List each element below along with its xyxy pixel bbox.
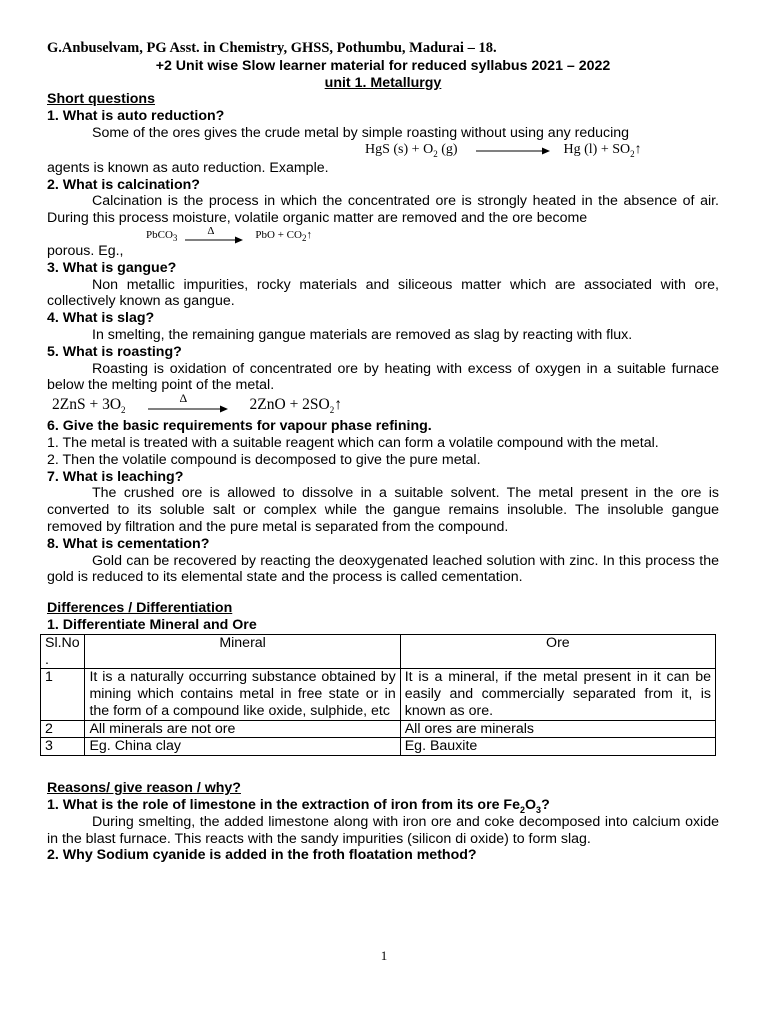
document-page bbox=[47, 40, 719, 864]
unit-title: unit 1. Metallurgy bbox=[324, 74, 442, 91]
question-3: 3. What is gangue? bbox=[47, 259, 177, 276]
reason-answer-1: During smelting, the added limestone along with iron ore and coke decomposed into calcium oxide in the blast furnace. This reacts with the sandy impurities (silicon di oxide) to form slag. bbox=[47, 813, 719, 847]
cell-ore: Eg. Bauxite bbox=[400, 738, 715, 756]
question-4: 4. What is slag? bbox=[47, 310, 155, 327]
equation-roasting bbox=[52, 391, 719, 416]
answer-6-point2: 2. Then the volatile compound is decomposed to give the pure metal. bbox=[47, 451, 481, 468]
cell-ore: All ores are minerals bbox=[400, 720, 715, 738]
table-row bbox=[41, 669, 716, 720]
table-header-row bbox=[41, 634, 716, 669]
reasons-heading: Reasons/ give reason / why? bbox=[47, 780, 241, 797]
col-header-ore: Ore bbox=[400, 634, 715, 669]
eq1-left: HgS $(s) + O_2$ (g) bbox=[365, 142, 458, 160]
differences-heading: Differences / Differentiation bbox=[47, 600, 233, 617]
answer-8: Gold can be recovered by reacting the deoxygenated leached solution with zinc. In this process the gold is reduced to its elemental state and the process is called cementation. bbox=[47, 552, 719, 586]
cell-mineral: It is a naturally occurring substance obtained by mining which contains metal in free state or in the form of a compound like oxide, sulphide, etc bbox=[85, 669, 400, 720]
answer-1-line1: Some of the ores gives the crude metal by simple roasting without using any reducing bbox=[92, 124, 630, 141]
table-row bbox=[41, 720, 716, 738]
delta-label: Δ bbox=[207, 224, 215, 237]
answer-4: In smelting, the remaining gangue materials are removed as slag by reacting with flux. bbox=[92, 326, 633, 343]
reason-question-1: 1. What is the role of limestone in the extraction of iron from its ore $Fe_2O_3$? bbox=[47, 797, 550, 815]
answer-7: The crushed ore is allowed to dissolve in a suitable solvent. The metal present in the ore is converted to its soluble salt or complex while the gangue remains insoluble. The insoluble gangue removed by filtration and the pure metal is separated from the compound. bbox=[47, 485, 719, 535]
mineral-ore-table bbox=[40, 634, 716, 757]
eq2-arrow bbox=[185, 224, 243, 243]
cell-mineral: All minerals are not ore bbox=[85, 720, 400, 738]
equation-calcination bbox=[146, 224, 719, 243]
eq2-left: PbCO$_3$ bbox=[146, 228, 178, 243]
reaction-arrow-icon bbox=[185, 236, 243, 244]
eq2-right: PbO + $CO_2↑$ bbox=[255, 228, 312, 243]
equation-auto-reduction bbox=[365, 142, 719, 160]
cell-slno: 3 bbox=[41, 738, 85, 756]
answer-1-line2: agents is known as auto reduction. Example. bbox=[47, 159, 329, 176]
question-1: 1. What is auto reduction? bbox=[47, 108, 225, 125]
reaction-arrow-icon bbox=[148, 405, 228, 413]
cell-slno: 1 bbox=[41, 669, 85, 720]
table-row bbox=[41, 738, 716, 756]
eq3-arrow bbox=[148, 391, 228, 415]
answer-6-point1: 1. The metal is treated with a suitable reagent which can form a volatile compound with the metal. bbox=[47, 434, 659, 451]
page-number: 1 bbox=[380, 948, 388, 963]
cell-mineral: Eg. China clay bbox=[85, 738, 400, 756]
question-8: 8. What is cementation? bbox=[47, 535, 210, 552]
col-header-slno: Sl.No . bbox=[41, 634, 85, 669]
answer-3: Non metallic impurities, rocky materials and siliceous matter which are associated with ore, collectively known as gangue. bbox=[47, 276, 719, 310]
author-line: G.Anbuselvam, PG Asst. in Chemistry, GHSS, Pothumbu, Madurai – 18. bbox=[47, 40, 497, 56]
question-7: 7. What is leaching? bbox=[47, 468, 184, 485]
delta-label: Δ bbox=[179, 391, 188, 406]
cell-ore: It is a mineral, if the metal present in it can be easily and commercially separated from it, is known as ore. bbox=[400, 669, 715, 720]
reaction-arrow-icon bbox=[476, 146, 550, 156]
answer-2-end: porous. Eg., bbox=[47, 242, 124, 259]
short-questions-heading: Short questions bbox=[47, 91, 155, 108]
cell-slno: 2 bbox=[41, 720, 85, 738]
reason-question-2: 2. Why Sodium cyanide is added in the froth floatation method? bbox=[47, 847, 477, 864]
answer-2: Calcination is the process in which the concentrated ore is strongly heated in the absence of air. During this process moisture, volatile organic matter are removed and the ore become bbox=[47, 193, 719, 227]
col-header-mineral: Mineral bbox=[85, 634, 400, 669]
question-6: 6. Give the basic requirements for vapour phase refining. bbox=[47, 418, 432, 435]
differentiate-question-1: 1. Differentiate Mineral and Ore bbox=[47, 616, 257, 633]
eq3-left: $2ZnS + 3O_2$ bbox=[52, 395, 126, 415]
eq1-right: Hg $(l) + SO_2↑$ bbox=[563, 142, 642, 160]
eq3-right: $2ZnO + 2SO_2↑$ bbox=[249, 395, 342, 415]
answer-5: Roasting is oxidation of concentrated ore by heating with excess of oxygen in a suitable furnace below the melting point of the metal. bbox=[47, 360, 719, 394]
subtitle: +2 Unit wise Slow learner material for reduced syllabus 2021 – 2022 bbox=[155, 57, 611, 74]
question-2: 2. What is calcination? bbox=[47, 176, 200, 193]
question-5: 5. What is roasting? bbox=[47, 343, 182, 360]
